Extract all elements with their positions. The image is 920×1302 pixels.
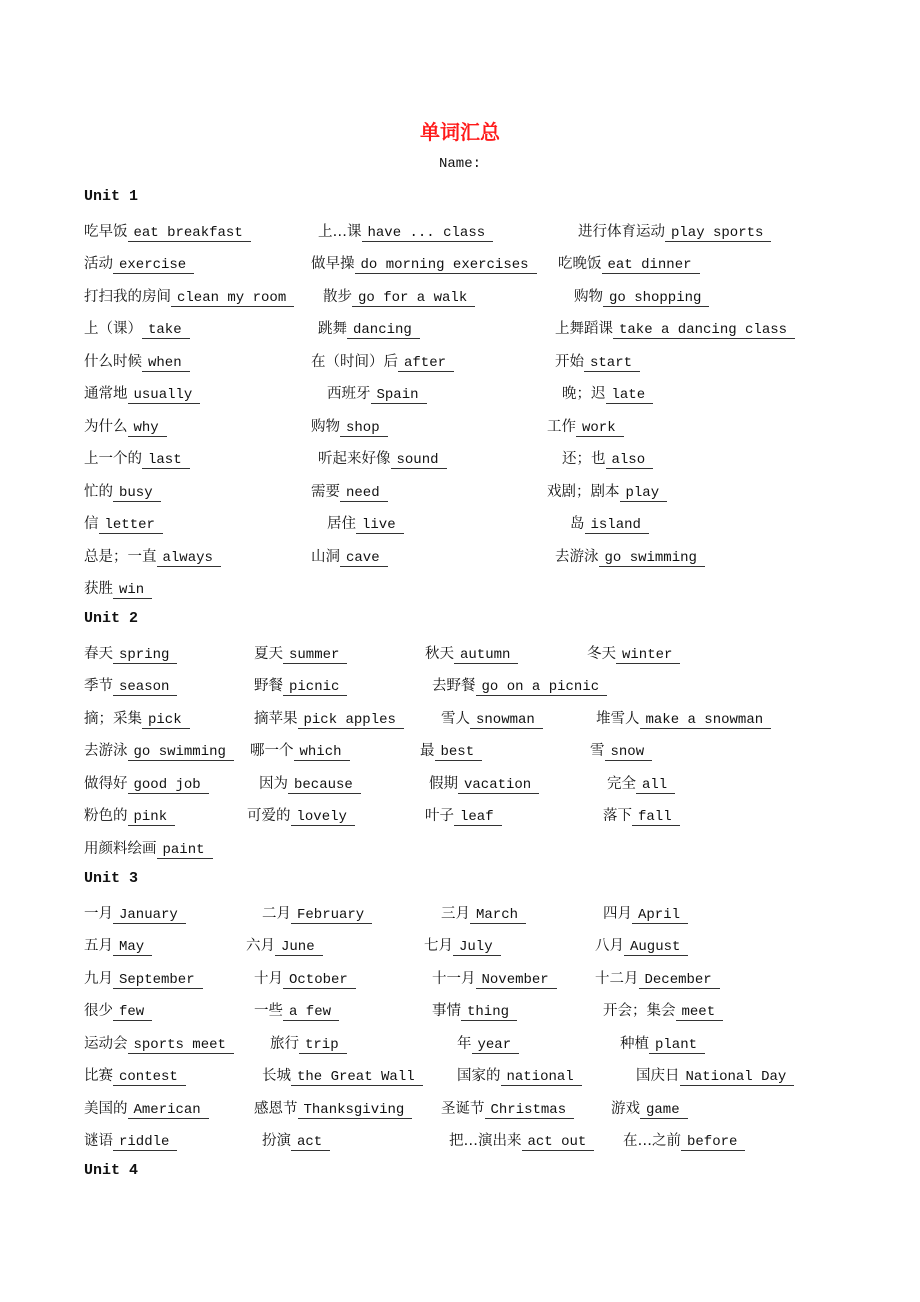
vocab-item [574,287,709,308]
vocab-item [429,774,539,795]
chinese-term: 散步 [323,288,352,305]
vocab-item [432,969,557,990]
vocab-item [84,676,177,697]
chinese-term: 购物 [574,288,603,305]
chinese-term: 旅行 [270,1035,299,1052]
vocab-item [84,644,177,665]
page-title: 单词汇总 [420,122,500,144]
chinese-term: 上一个的 [84,451,142,467]
vocab-item [570,514,649,535]
english-answer: riddle [113,1134,177,1151]
english-answer: June [275,939,323,956]
vocab-item [595,969,720,990]
chinese-term: 获胜 [84,581,113,597]
vocab-item [596,709,771,730]
english-answer: which [294,744,350,761]
english-answer: May [113,939,152,956]
vocab-item [636,1066,794,1087]
english-answer: exercise [113,257,194,274]
english-answer: go swimming [599,550,705,567]
vocab-item [555,352,640,373]
english-answer: plant [649,1037,705,1054]
vocab-item [270,1034,347,1055]
vocab-item [562,384,653,405]
vocab-item [84,319,190,340]
english-answer: take a dancing class [613,322,795,339]
vocab-item [84,1034,234,1055]
vocab-item [547,482,667,503]
chinese-term: 八月 [595,938,624,954]
chinese-term: 山洞 [311,548,340,565]
vocab-item [84,579,152,600]
chinese-term: 叶子 [425,808,454,824]
english-answer: shop [340,420,388,437]
chinese-term: 需要 [311,483,340,500]
english-answer: go on a picnic [476,679,608,696]
chinese-term: 野餐 [254,678,283,694]
vocab-item [318,319,420,340]
chinese-term: 西班牙 [327,386,371,402]
english-answer: pink [128,809,176,826]
english-answer: leaf [454,809,502,826]
vocab-item [547,417,624,438]
english-answer: when [142,355,190,372]
chinese-term: 在…之前 [623,1133,681,1149]
english-answer: late [606,387,654,404]
english-answer: do morning exercises [355,257,537,274]
english-answer: February [291,907,372,924]
chinese-term: 三月 [441,905,470,922]
vocab-item [420,741,482,762]
vocab-item [620,1034,705,1055]
vocab-item [84,384,200,405]
unit-heading: Unit 3 [84,870,139,887]
vocab-item [84,1066,186,1087]
chinese-term: 游戏 [611,1100,640,1117]
english-answer: make a snowman [640,712,772,729]
vocab-item [555,547,705,568]
chinese-term: 堆雪人 [596,710,640,727]
vocab-item [84,839,213,860]
english-answer: sports meet [128,1037,234,1054]
chinese-term: 完全 [607,775,636,792]
chinese-term: 九月 [84,970,113,987]
vocab-item [562,449,653,470]
vocab-item [84,1001,152,1022]
chinese-term: 因为 [259,775,288,792]
english-answer: contest [113,1069,186,1086]
chinese-term: 进行体育运动 [578,223,665,240]
unit-heading: Unit 4 [84,1162,139,1179]
english-answer: letter [99,517,163,534]
vocab-item [323,287,475,308]
vocab-item [432,1001,517,1022]
english-answer: play sports [665,225,771,242]
vocab-item [311,482,388,503]
chinese-term: 国庆日 [636,1068,680,1084]
name-label: Name: [438,156,481,172]
chinese-term: 比赛 [84,1068,113,1084]
english-answer: March [470,907,526,924]
english-answer: summer [283,647,347,664]
english-answer: Thanksgiving [298,1102,413,1119]
vocab-item [311,547,388,568]
english-answer: national [501,1069,582,1086]
vocab-item [84,417,167,438]
english-answer: snow [605,744,653,761]
english-answer: trip [299,1037,347,1054]
english-answer: always [157,550,221,567]
english-answer: why [128,420,167,437]
chinese-term: 跳舞 [318,321,347,337]
english-answer: cave [340,550,388,567]
vocab-item [254,676,347,697]
vocab-item [84,741,234,762]
vocab-item [84,1131,177,1152]
chinese-term: 十二月 [595,970,639,987]
chinese-term: 国家的 [457,1068,501,1084]
chinese-term: 六月 [246,938,275,954]
english-answer: also [606,452,654,469]
chinese-term: 冬天 [587,645,616,662]
vocab-item [441,709,543,730]
english-answer: start [584,355,640,372]
english-answer: autumn [454,647,518,664]
english-answer: meet [676,1004,724,1021]
chinese-term: 一些 [254,1003,283,1019]
english-answer: year [472,1037,520,1054]
vocab-item [254,644,347,665]
unit-heading: Unit 2 [84,610,139,627]
chinese-term: 很少 [84,1003,113,1019]
chinese-term: 开会；集会 [603,1003,676,1019]
chinese-term: 可爱的 [247,808,291,824]
chinese-term: 年 [457,1035,472,1052]
english-answer: August [624,939,688,956]
chinese-term: 种植 [620,1035,649,1052]
vocab-item [449,1131,594,1152]
english-answer: thing [461,1004,517,1021]
vocab-item [318,449,447,470]
chinese-term: 戏剧；剧本 [547,483,620,500]
english-answer: game [640,1102,688,1119]
vocab-item [311,254,537,275]
vocab-item [432,676,607,697]
english-answer: spring [113,647,177,664]
english-answer: January [113,907,186,924]
vocab-item [603,1001,723,1022]
vocab-item [262,904,372,925]
english-answer: April [632,907,688,924]
vocab-item [603,806,680,827]
vocab-item [84,774,209,795]
vocab-item [84,254,194,275]
chinese-term: 二月 [262,905,291,922]
vocab-item [311,417,388,438]
vocab-item [327,514,404,535]
chinese-term: 去游泳 [84,743,128,759]
chinese-term: 在（时间）后 [311,353,398,370]
english-answer: National Day [680,1069,795,1086]
english-answer: American [128,1102,209,1119]
chinese-term: 打扫我的房间 [84,288,171,305]
chinese-term: 十月 [254,970,283,987]
vocab-item [250,741,350,762]
vocab-item [254,1099,412,1120]
chinese-term: 运动会 [84,1035,128,1052]
vocab-item [623,1131,745,1152]
english-answer: lovely [291,809,355,826]
english-answer: play [620,485,668,502]
chinese-term: 谜语 [84,1133,113,1149]
vocab-item [84,1099,209,1120]
english-answer: November [476,972,557,989]
chinese-term: 听起来好像 [318,451,391,467]
vocab-item [587,644,680,665]
chinese-term: 秋天 [425,645,454,662]
vocab-item [84,904,186,925]
english-answer: take [142,322,190,339]
vocab-item [603,904,688,925]
chinese-term: 雪人 [441,710,470,727]
english-answer: island [585,517,649,534]
english-answer: act out [522,1134,595,1151]
vocab-item [254,969,356,990]
english-answer: Spain [371,387,427,404]
vocab-item [425,806,502,827]
vocab-item [327,384,427,405]
vocab-item [84,222,251,243]
english-answer: good job [128,777,209,794]
english-answer: best [435,744,483,761]
english-answer: last [142,452,190,469]
english-answer: July [453,939,501,956]
unit-heading: Unit 1 [84,188,139,205]
chinese-term: 七月 [424,938,453,954]
chinese-term: 工作 [547,418,576,435]
vocab-item [84,449,190,470]
vocab-item [318,222,493,243]
vocab-item [247,806,355,827]
english-answer: because [288,777,361,794]
chinese-term: 事情 [432,1003,461,1019]
chinese-term: 去野餐 [432,678,476,694]
vocab-item [84,969,203,990]
chinese-term: 哪一个 [250,743,294,759]
vocab-item [84,547,221,568]
vocab-item [457,1034,519,1055]
chinese-term: 季节 [84,678,113,694]
english-answer: December [639,972,720,989]
chinese-term: 摘苹果 [254,710,298,727]
vocab-item [555,319,795,340]
chinese-term: 摘；采集 [84,710,142,727]
english-answer: sound [391,452,447,469]
vocab-item [84,709,190,730]
chinese-term: 上（课） [84,321,142,337]
chinese-term: 去游泳 [555,548,599,565]
vocab-item [558,254,700,275]
english-answer: before [681,1134,745,1151]
english-answer: after [398,355,454,372]
vocab-item [590,741,652,762]
chinese-term: 岛 [570,516,585,532]
chinese-term: 美国的 [84,1100,128,1117]
english-answer: all [636,777,675,794]
vocab-item [611,1099,688,1120]
english-answer: pick apples [298,712,404,729]
chinese-term: 扮演 [262,1133,291,1149]
chinese-term: 十一月 [432,970,476,987]
vocab-item [254,1001,339,1022]
chinese-term: 购物 [311,418,340,435]
chinese-term: 上…课 [318,223,362,240]
chinese-term: 吃晚饭 [558,256,602,272]
chinese-term: 春天 [84,645,113,662]
english-answer: usually [128,387,201,404]
chinese-term: 做早操 [311,256,355,272]
chinese-term: 通常地 [84,386,128,402]
vocab-item [311,352,454,373]
chinese-term: 圣诞节 [441,1100,485,1117]
chinese-term: 落下 [603,808,632,824]
chinese-term: 把…演出来 [449,1133,522,1149]
vocab-item [262,1066,423,1087]
english-answer: eat breakfast [128,225,251,242]
vocab-item [254,709,404,730]
chinese-term: 长城 [262,1068,291,1084]
english-answer: act [291,1134,330,1151]
vocab-item [246,936,323,957]
english-answer: need [340,485,388,502]
english-answer: eat dinner [602,257,700,274]
chinese-term: 最 [420,743,435,759]
english-answer: go for a walk [352,290,475,307]
vocab-item [595,936,688,957]
english-answer: clean my room [171,290,294,307]
english-answer: win [113,582,152,599]
english-answer: winter [616,647,680,664]
english-answer: paint [157,842,213,859]
chinese-term: 雪 [590,743,605,759]
vocab-item [441,1099,574,1120]
english-answer: busy [113,485,161,502]
english-answer: a few [283,1004,339,1021]
chinese-term: 晚；迟 [562,386,606,402]
chinese-term: 信 [84,516,99,532]
vocab-item [457,1066,582,1087]
vocab-item [84,482,161,503]
chinese-term: 开始 [555,353,584,370]
chinese-term: 四月 [603,905,632,922]
english-answer: season [113,679,177,696]
english-answer: few [113,1004,152,1021]
chinese-term: 感恩节 [254,1100,298,1117]
english-answer: pick [142,712,190,729]
english-answer: live [356,517,404,534]
chinese-term: 为什么 [84,418,128,435]
vocab-item [84,514,163,535]
chinese-term: 假期 [429,775,458,792]
chinese-term: 一月 [84,905,113,922]
vocab-item [578,222,771,243]
english-answer: go shopping [603,290,709,307]
chinese-term: 活动 [84,256,113,272]
chinese-term: 做得好 [84,775,128,792]
chinese-term: 上舞蹈课 [555,321,613,337]
english-answer: dancing [347,322,420,339]
english-answer: work [576,420,624,437]
chinese-term: 粉色的 [84,808,128,824]
vocab-item [425,644,518,665]
vocab-item [84,352,190,373]
vocab-item [84,936,152,957]
vocab-item [607,774,675,795]
english-answer: vacation [458,777,539,794]
chinese-term: 吃早饭 [84,223,128,240]
english-answer: have ... class [362,225,494,242]
chinese-term: 居住 [327,516,356,532]
chinese-term: 用颜料绘画 [84,840,157,857]
chinese-term: 忙的 [84,483,113,500]
english-answer: October [283,972,356,989]
english-answer: the Great Wall [291,1069,423,1086]
english-answer: Christmas [485,1102,575,1119]
chinese-term: 五月 [84,938,113,954]
vocab-item [84,287,294,308]
vocab-item [84,806,175,827]
english-answer: picnic [283,679,347,696]
vocab-item [259,774,361,795]
chinese-term: 总是；一直 [84,548,157,565]
english-answer: September [113,972,203,989]
vocab-item [262,1131,330,1152]
english-answer: snowman [470,712,543,729]
chinese-term: 什么时候 [84,353,142,370]
english-answer: go swimming [128,744,234,761]
vocab-item [441,904,526,925]
vocab-item [424,936,501,957]
chinese-term: 夏天 [254,645,283,662]
chinese-term: 还；也 [562,451,606,467]
english-answer: fall [632,809,680,826]
